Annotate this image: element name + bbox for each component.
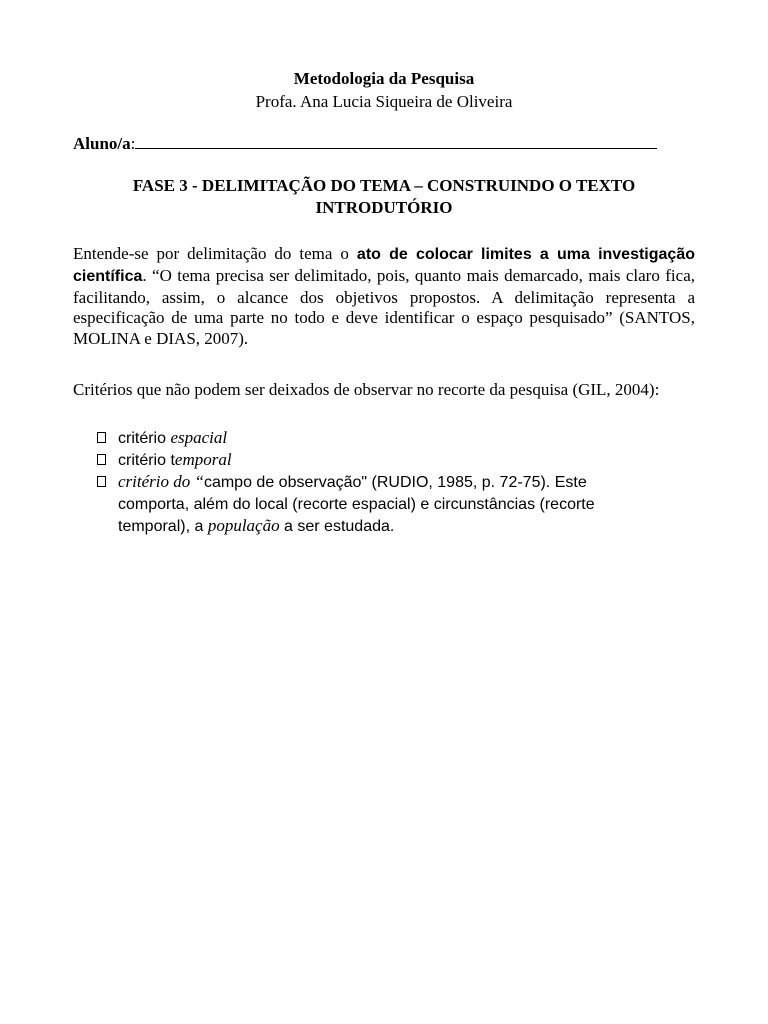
phase-title: FASE 3 - DELIMITAÇÃO DO TEMA – CONSTRUINDO O TEXTO INTRODUTÓRIO [132,176,636,217]
course-title: Metodologia da Pesquisa [293,69,475,88]
student-name-line [73,133,673,155]
criterion-italic: emporal [174,450,232,469]
professor-name: Profa. Ana Lucia Siqueira de Oliveira [255,92,513,111]
criterion-suffix: a ser estudada. [279,518,395,535]
criterion-italic: espacial [170,428,228,447]
delimitation-paragraph [73,244,695,350]
paragraph-rest: . “O tema precisa ser delimitado, pois, quanto mais demarcado, mais claro fica, facilitando, assim, o alcance dos objetivos propostos. A delimitação representa a especificação de uma parte no todo e deve identificar o espaço pesquisado” (SANTOS, MOLINA e DIAS, 2007). [73,265,695,349]
student-name-blank [135,134,657,149]
criterion-prefix: critério [118,430,171,447]
paragraph-bold-definition: ato de colocar limites a uma investigação científica [73,246,695,285]
criteria-list [97,427,657,537]
square-bullet-icon [97,476,106,487]
criteria-intro-paragraph: Critérios que não podem ser deixados de observar no recorte da pesquisa (GIL, 2004): [73,380,660,399]
list-item [97,471,657,537]
list-item [97,449,657,471]
criterion-italic-prefix: critério do “ [118,472,204,491]
criterion-italic: população [207,516,280,535]
student-separator: : [130,134,136,153]
student-label: Aluno/a [73,134,131,153]
square-bullet-icon [97,454,106,465]
criterion-text: campo de observação" (RUDIO, 1985, p. 72-75). Este comporta, além do local (recorte espacial) e circunstâncias (recorte temporal), a [118,474,595,535]
square-bullet-icon [97,432,106,443]
criterion-prefix: critério t [118,452,175,469]
paragraph-intro: Entende-se por delimitação do tema o [73,244,357,263]
list-item [97,427,657,449]
